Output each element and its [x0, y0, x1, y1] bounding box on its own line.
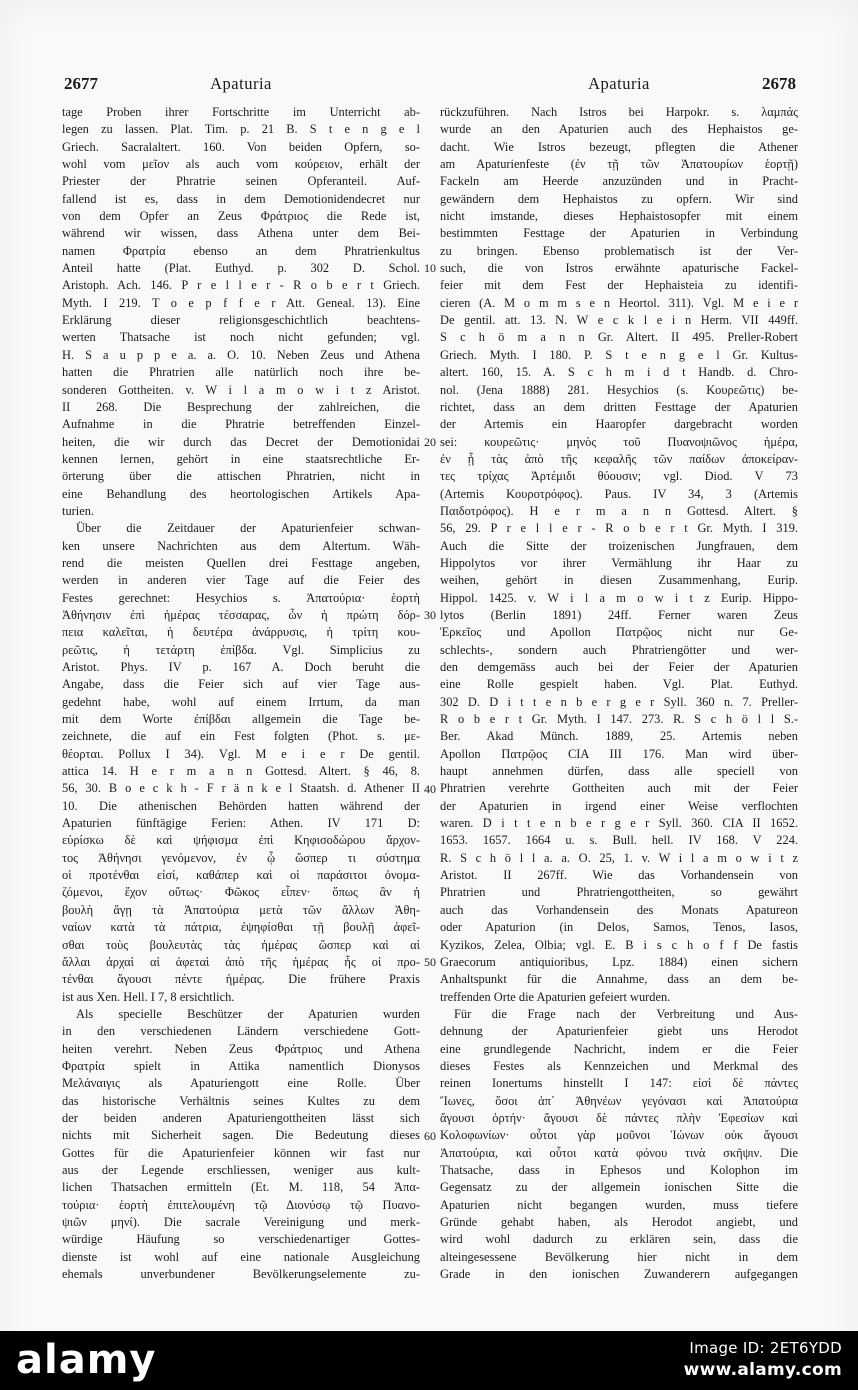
text-line: H. S a u p p e a. a. O. 10. Neben Zeus und Athena: [62, 347, 420, 362]
text-line: Hippolytos vor ihrer Vermählung ihr Haar zu: [440, 555, 798, 570]
text-line: wohl vom μεῖον als auch vom κούρειον, erhält der: [62, 157, 420, 172]
text-line: R. S c h ö l l a. a. O. 25, 1. v. W i l a m o w i t z: [440, 850, 798, 865]
text-line: θέορται. Pollux I 34). Vgl. M e i e r De gentil.: [62, 746, 420, 761]
text-line: Ἴωνες, ὅσοι ἀπ᾽ Ἀθηνέων γεγόνασι καὶ Ἀπατούρια: [440, 1093, 798, 1108]
text-line: cieren (A. M o m m s e n Heortol. 311). Vgl. M e i e r: [440, 295, 798, 310]
text-line: 56, 29. P r e l l e r - R o b e r t Gr. Myth. I 319.: [440, 521, 798, 536]
text-line: Phratrien verehrte Gottheiten auch mit der Feier: [440, 781, 798, 796]
text-line: in den verschiedenen Ländern verschiedene Gott-: [62, 1024, 420, 1039]
text-line: wird wohl dadurch zu erklären sein, dass die: [440, 1232, 798, 1247]
text-line: der Artemis ein Haaropfer dargebracht worden: [440, 417, 798, 432]
text-line: Aristot. II 267ff. Wie das Vorhandensein von: [440, 868, 798, 883]
text-line: Graecorum antiquioribus, Lpz. 1884) einen sichern: [440, 954, 798, 969]
text-line: ist aus Xen. Hell. I 7, 8 ersichtlich.: [62, 989, 235, 1004]
text-line: Myth. I 219. T o e p f f e r Att. Geneal. 13). Eine: [62, 295, 420, 310]
text-line: reinen Ionertums hinstellt I 147: εἰσὶ δὲ πάντες: [440, 1076, 798, 1091]
text-line: treffenden Orte die Apaturien gefeiert wurden.: [440, 989, 671, 1004]
text-line: eine Behandlung des heortologischen Artikels Apa-: [62, 486, 420, 501]
text-line: örterung über die attischen Phratrien, nicht in: [62, 469, 420, 484]
text-line: εὑρίσκω δὲ καὶ ψήφισμα ἐπὶ Κηφισοδώρου ἄρχον-: [62, 833, 420, 848]
gutter-line-number: 40: [424, 781, 436, 796]
text-line: ψιῶν μηνί). Die sacrale Vereinigung und merk-: [62, 1215, 420, 1229]
text-line: Apaturien nicht begangen wurden, muss tiefere: [440, 1197, 798, 1212]
text-line: Κολοφωνίων· οὗτοι γὰρ μοῦνοι Ἰώνων οὐκ ἄγουσι: [440, 1128, 798, 1143]
text-line: feier mit dem Fest der Hephaisteia zu identifi-: [440, 278, 798, 293]
text-line: Auch die Sitte der troizenischen Jungfrauen, dem: [440, 538, 798, 553]
watermark-meta: [684, 1339, 842, 1380]
text-line: dehnung der Apaturienfeier giebt uns Herodot: [440, 1024, 798, 1039]
text-line: Hippol. 1425. v. W i l a m o w i t z Eurip. Hippo-: [440, 590, 798, 605]
text-line: ἄλλαι ἀρχαὶ αἱ ἀφεταὶ ἀπὸ τῆς ἡμέρας ἧς οἱ προ-: [62, 954, 420, 969]
text-line: II 268. Die Besprechung der zahlreichen, die: [62, 399, 420, 414]
text-line: τούρια· ἑορτὴ ἐπιτελουμένη τῷ Διονύσῳ τῷ Πυανο-: [62, 1197, 420, 1212]
text-line: am Apaturienfeste (ἐν τῇ τῶν Ἀπατουρίων ἑορτῇ): [440, 157, 798, 172]
text-line: lichen Thatsachen ermitteln (Et. M. 118, 54 Ἀπα-: [62, 1180, 420, 1195]
text-line: Über die Zeitdauer der Apaturienfeier schwan-: [76, 521, 420, 536]
text-line: Für die Frage nach der Verbreitung und Aus-: [454, 1006, 798, 1021]
text-line: Erklärung dieser religionsgeschichtlich beachtens-: [62, 313, 420, 328]
text-line: weihen, gehört in diesen Zusammenhang, Eurip.: [440, 573, 798, 588]
text-line: hatten die Phratrien alle natürlich noch ihre be-: [62, 365, 420, 380]
text-line: Aristot. Phys. IV p. 167 A. Doch beruht die: [62, 660, 420, 674]
text-line: ναίων κατὰ τὰ πάτρια, ἐψηφίσθαι τῇ βουλῇ ἀφεῖ-: [62, 920, 420, 935]
text-line: πεια καλεῖται, ἡ δευτέρα ἀνάρρυσις, ἡ τρίτη κου-: [62, 625, 420, 640]
text-line: lytos (Berlin 1891) 24ff. Ferner waren Zeus: [440, 607, 798, 622]
text-line: R o b e r t Gr. Myth. I 147. 273. R. S c h ö l l S.-: [440, 712, 798, 727]
text-line: schlechts-, sondern auch Phratriengötter und wer-: [440, 642, 798, 657]
text-line: von dem Opfer an Zeus Φράτριος die Rede ist,: [62, 209, 420, 224]
text-line: legen zu lassen. Plat. Tim. p. 21 B. S t e n g e l: [62, 122, 420, 137]
text-line: Thatsache, dass in Ephesos und Kolophon im: [440, 1162, 798, 1177]
text-line: werden in anderen vier Tage auf die Feier des: [62, 573, 420, 588]
text-line: eine grundlegende Nachricht, indem er die Feier: [440, 1041, 798, 1056]
text-line: zeichnete, die auf ein Fest folgten (Phot. s. με-: [62, 729, 420, 744]
gutter-line-number: 50: [424, 955, 436, 970]
text-line: nol. (Jena 1888) 281. Hesychios (s. Κουρεῶτις) be-: [440, 382, 798, 397]
text-line: Anhaltspunkt für die Annahme, dass an dem be-: [440, 972, 798, 987]
text-line: heiten verehrt. Neben Zeus Φράτριος und Athena: [62, 1041, 420, 1056]
alamy-url-text: www.alamy.com: [683, 1360, 842, 1380]
gutter-line-number: 20: [424, 434, 436, 449]
text-line: Fackeln am Heerde anzuzünden und in Pracht-: [440, 174, 798, 189]
text-line: gewändern dem Hephaistos zu opfern. Wir sind: [440, 191, 798, 206]
text-line: haupt annehmen dürfen, dass alle speciell von: [440, 764, 798, 779]
text-line: 1653. 1657. 1664 u. s. Bull. hell. IV 168. V 224.: [440, 833, 798, 848]
text-line: namen Φρατρία ebenso an dem Phratrienkultus: [62, 243, 420, 258]
text-line: 56, 30. B o e c k h - F r ä n k e l Staatsh. d. Athener II: [62, 781, 420, 796]
text-line: dienste ist wohl auf eine nationale Ausgleichung: [62, 1249, 420, 1264]
gutter-line-number: 60: [424, 1128, 436, 1143]
text-line: nicht imstande, dieses Hephaistosopfer mit einem: [440, 209, 798, 224]
text-line: attica 14. H e r m a n n Gottesd. Altert. § 46, 8.: [62, 764, 420, 779]
text-line: dieses Festes als Kennzeichen und Merkmal des: [440, 1058, 798, 1073]
text-line: τος Ἀθήνησι γενόμενον, ἐν ᾧ ὥσπερ τι σύστημα: [62, 850, 420, 865]
text-line: gedehnt habe, wohl auf einem Irrtum, da man: [62, 694, 420, 709]
text-line: sonderen Gottheiten. v. W i l a m o w i t z Aristot.: [62, 382, 420, 397]
page-header: [62, 74, 798, 96]
text-line: aus der Legende erschliessen, weniger aus kult-: [62, 1162, 420, 1177]
text-line: Angabe, dass die Feier sich auf vier Tage aus-: [62, 677, 420, 692]
text-line: De gentil. att. 13. N. W e c k l e i n Herm. VII 449ff.: [440, 313, 798, 328]
text-line: Μελάναιγις als Apaturiengott eine Rolle. Über: [62, 1076, 420, 1091]
text-line: altert. 160, 15. A. S c h m i d t Handb. d. Chro-: [440, 365, 798, 380]
text-line: bestimmten Festtage der Apaturien in Verbindung: [440, 226, 798, 241]
gutter-line-number: 30: [424, 608, 436, 623]
text-line: (Artemis Κουροτρόφος). Paus. IV 34, 3 (Artemis: [440, 486, 798, 501]
text-line: ἄγουσι ὁρτήν· ἄγουσι δὲ πάντες πλὴν Ἐφεσίων καὶ: [440, 1110, 798, 1125]
text-line: würdige Häufung so verschiedenartiger Gottes-: [62, 1232, 420, 1247]
text-line: Phratrien und Phratriengottheiten, so gewährt: [440, 885, 798, 900]
text-line: Ἀθήνησιν ἐπὶ ἡμέρας τέσσαρας, ὧν ἡ πρώτη δόρ-: [62, 607, 420, 622]
gutter-line-number: 10: [424, 261, 436, 276]
text-line: wurde an den Apaturien auch des Hephaistos ge-: [440, 122, 798, 137]
text-line: fallend ist es, dass in dem Demotionidendecret nur: [62, 191, 420, 206]
text-line: ζόμενοι, ἔχον οὕτως· Φῶκος εἶπεν· ὅπως ἂν ἡ: [62, 885, 420, 900]
text-line: Παιδοτρόφος). H e r m a n n Gottesd. Altert. §: [440, 503, 798, 518]
text-line: richtet, dass an dem dritten Festtage der Apaturien: [440, 399, 798, 414]
text-area: [62, 104, 798, 1286]
text-line: eine Rolle gespielt haben. Vgl. Plat. Euthyd.: [440, 677, 798, 692]
text-line: kennen lernen, gehört in eine staatsrechtliche Er-: [62, 451, 420, 466]
text-line: heiten, die wir durch das Decret der Demotionidai: [62, 434, 420, 449]
text-line: Gründe gehabt haben, als Herodot angiebt, und: [440, 1215, 798, 1229]
text-line: auch das Vorhandensein des Monats Apatureon: [440, 902, 798, 917]
text-line: Ἀπατούρια, καὶ οὗτοι κατὰ φόνου τινὰ σκῆψιν. Die: [440, 1145, 798, 1160]
text-line: sei: κουρεῶτις· μηνὸς τοῦ Πυανοψιῶνος ἡμέρα,: [440, 434, 798, 449]
text-column-left: [62, 104, 420, 1283]
text-line: Φρατρία spielt in Attika namentlich Dionysos: [62, 1058, 420, 1073]
text-line: den demgemäss auch bei der Feier der Apaturien: [440, 660, 798, 674]
text-line: οἱ προτένθαι εἰσί, καθάπερ καὶ οἱ παράσιτοι ὀνομα-: [62, 868, 420, 883]
text-line: S c h ö m a n n Gr. Altert. II 495. Preller-Robert: [440, 330, 798, 345]
text-line: mit dem Worte ἐπίβδαι allgemein die Tage be-: [62, 712, 420, 727]
text-line: ρεῶτις, ἡ τετάρτη ἐπίβδα. Vgl. Simplicius zu: [62, 642, 420, 657]
text-line: Anteil hatte (Plat. Euthyd. p. 302 D. Schol.: [62, 261, 420, 276]
text-line: alteingesessene Bevölkerung hier nicht in dem: [440, 1249, 798, 1264]
left-page-title: Apaturia: [210, 74, 272, 93]
text-line: turien.: [62, 503, 94, 518]
text-line: ἐν ᾗ τὰς ἀπὸ τῆς κεφαλῆς τῶν παίδων ἀποκείραν-: [440, 451, 798, 466]
text-line: Kyzikos, Zelea, Olbia; vgl. E. B i s c h o f f De fastis: [440, 937, 798, 952]
text-line: 10. Die athenischen Behörden hatten während der: [62, 798, 420, 813]
text-line: 302 D. D i t t e n b e r g e r Syll. 360 n. 7. Preller-: [440, 694, 798, 709]
text-line: Apaturien fünftägige Ferien: Athen. IV 171 D:: [62, 816, 420, 831]
text-line: Gottes für die Apaturienfeier können wir fast nur: [62, 1145, 420, 1160]
text-line: τένθαι ἄγουσι πέντε ἡμέρας. Die frühere Praxis: [62, 972, 420, 987]
text-line: werten Thatsache ist noch nicht gefunden; vgl.: [62, 330, 420, 345]
image-id-text: Image ID: 2ET6YDD: [689, 1339, 842, 1357]
text-line: Apollon Πατρῷος CIA III 176. Man wird über-: [440, 746, 798, 761]
text-line: Festes gerechnet: Hesychios s. Ἀπατούρια· ἑορτὴ: [62, 590, 420, 605]
text-line: rückzuführen. Nach Istros bei Harpokr. s. λαμπάς: [440, 105, 798, 119]
text-line: Grade in den ionischen Zuwanderern aufgegangen: [440, 1267, 798, 1282]
watermark-bar: [0, 1331, 858, 1390]
text-line: tage Proben ihrer Fortschritte im Unterricht ab-: [62, 105, 420, 119]
text-line: oder Apaturion (in Delos, Samos, Tenos, Iasos,: [440, 920, 798, 935]
text-line: das historische Verhältnis seines Kultes zu dem: [62, 1093, 420, 1108]
right-column-number: 2678: [762, 74, 796, 93]
text-line: ehemals unverbundener Bevölkerungselemente zu-: [62, 1267, 420, 1282]
left-column-number: 2677: [64, 74, 98, 93]
text-line: der beiden anderen Apaturiengottheiten lässt sich: [62, 1110, 420, 1125]
text-line: Griech. Sacralaltert. 160. Von beiden Opfern, so-: [62, 139, 420, 154]
text-line: Als specielle Beschützer der Apaturien wurden: [76, 1006, 420, 1021]
text-line: Aufnahme in die Phratrie betreffenden Einzel-: [62, 417, 420, 432]
text-line: Priester der Phratrie seinen Opferanteil. Auf-: [62, 174, 420, 189]
text-line: nichts mit Sicherheit sagen. Die Bedeutung dieses: [62, 1128, 420, 1143]
right-page-title: Apaturia: [588, 74, 650, 93]
text-line: such, die von Istros erwähnte apaturische Fackel-: [440, 261, 798, 276]
text-line: während wir wissen, dass Athena unter dem Bei-: [62, 226, 420, 241]
text-line: zu bringen. Ebenso problematisch ist der Ver-: [440, 243, 798, 258]
text-line: der Apaturien in irgend einer Weise verflochten: [440, 798, 798, 813]
text-line: Aristoph. Ach. 146. P r e l l e r - R o b e r t Griech.: [62, 278, 420, 293]
text-line: Gegensatz zu der allgemein ionischen Sitte die: [440, 1180, 798, 1195]
text-line: dacht. Wie Istros bezeugt, pflegten die Athener: [440, 139, 798, 154]
text-line: waren. D i t t e n b e r g e r Syll. 360. CIA II 1652.: [440, 816, 798, 831]
text-line: σθαι τοὺς βουλευτὰς τὰς ἡμέρας ὥσπερ καὶ αἱ: [62, 937, 420, 952]
text-line: Ber. Akad Münch. 1889, 25. Artemis neben: [440, 729, 798, 744]
text-column-right: [440, 104, 798, 1283]
text-line: Griech. Myth. I 180. P. S t e n g e l Gr. Kultus-: [440, 347, 798, 362]
text-line: ken unsere Nachrichten aus dem Altertum. Wäh-: [62, 538, 420, 553]
text-line: Ἑρκεῖος und Apollon Πατρῷος nicht nur Ge-: [440, 625, 798, 640]
text-line: βουλὴ ἄγῃ τὰ Ἀπατούρια μετὰ τῶν ἄλλων Ἀθη-: [62, 902, 420, 917]
text-line: rend die meisten Quellen drei Festtage angeben,: [62, 555, 420, 570]
alamy-logo: alamy: [16, 1337, 157, 1383]
text-line: τες τρίχας Ἀρτέμιδι θύουσιν; vgl. Diod. V 73: [440, 469, 798, 484]
